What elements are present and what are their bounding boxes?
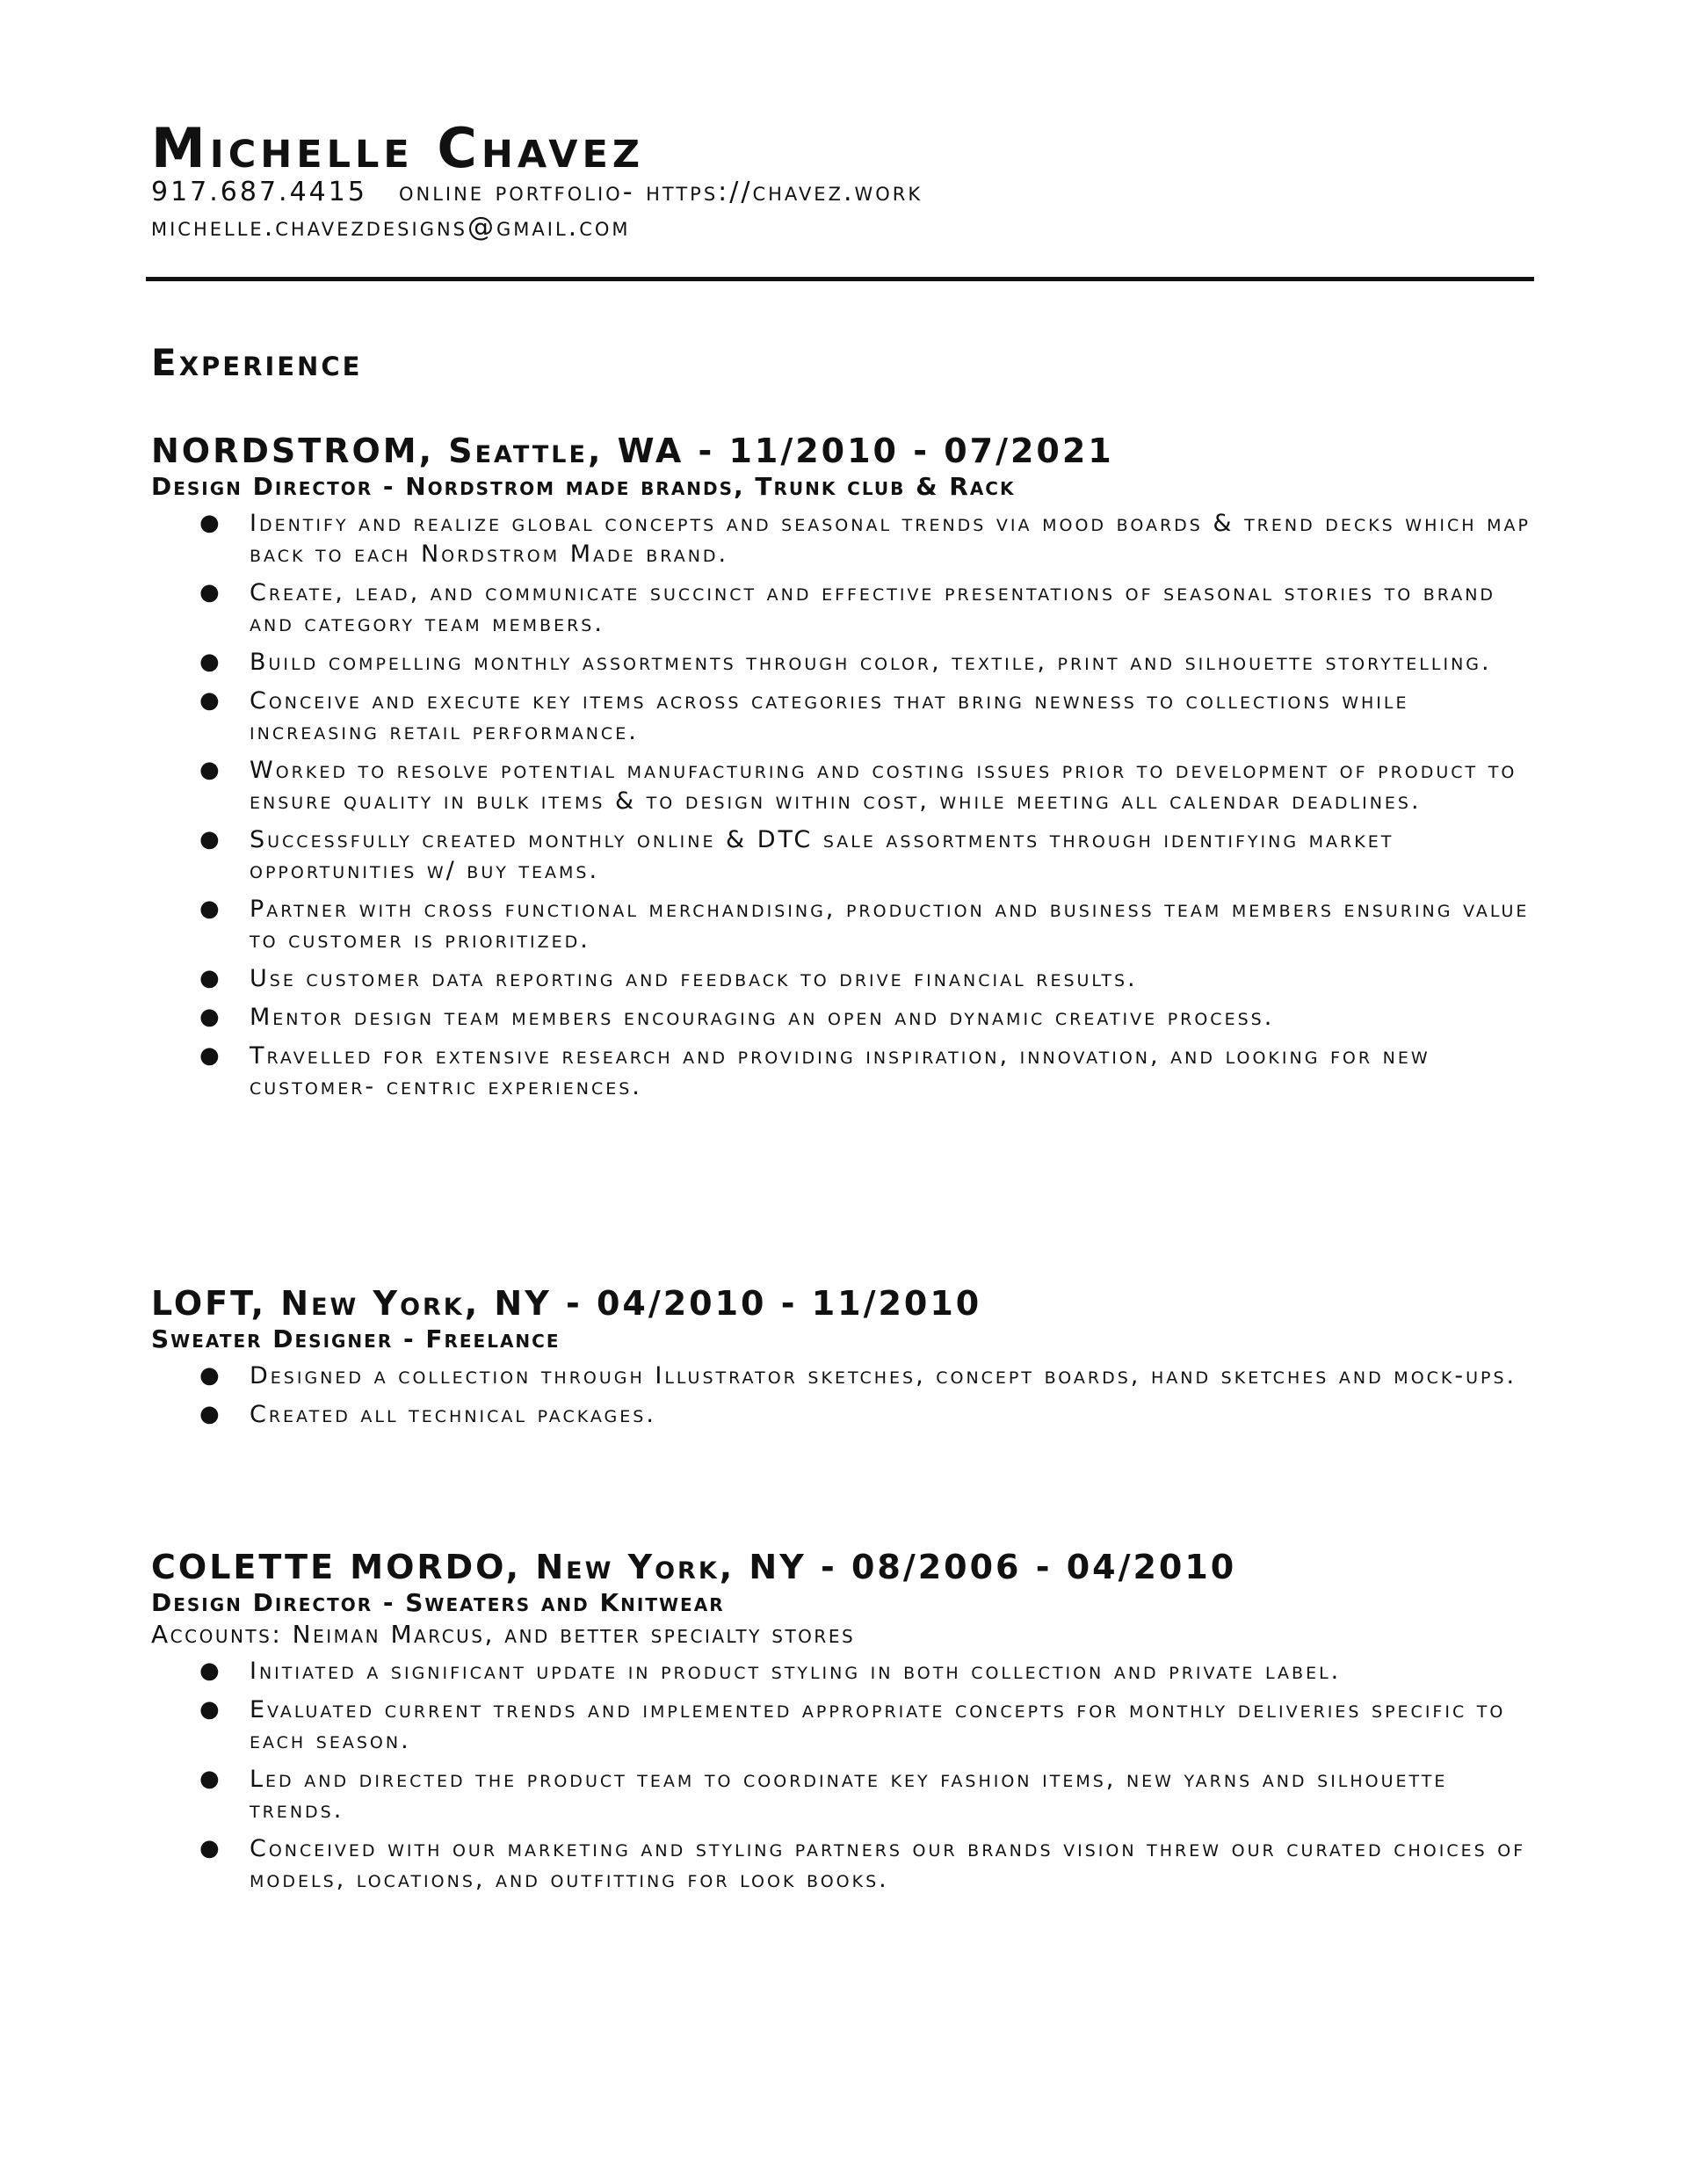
job-entry-loft: [151, 1283, 1539, 1438]
bullet-item: [151, 1041, 1539, 1102]
bullet-icon: ●: [199, 1658, 220, 1684]
job-role: Design Director - Nordstrom made brands, Trunk club & Rack: [151, 472, 1016, 501]
bullet-text: Created all technical packages.: [250, 1401, 656, 1428]
bullet-icon: ●: [199, 965, 220, 991]
bullet-item: [151, 1764, 1539, 1825]
bullet-item: [151, 1694, 1539, 1756]
bullet-text: Designed a collection through Illustrator sketches, concept boards, hand sketches and mock-ups.: [250, 1362, 1517, 1389]
bullet-icon: ●: [199, 1835, 220, 1861]
bullet-item: [151, 1002, 1539, 1033]
bullet-text: Evaluated current trends and implemented appropriate concepts for monthly deliveries specific to each season.: [250, 1696, 1506, 1754]
bullet-item: [151, 1656, 1539, 1687]
header-divider: [146, 277, 1534, 281]
bullet-text: Partner with cross functional merchandising, production and business team members ensuring value to customer is prioritized.: [250, 896, 1530, 954]
job-bullets: [151, 1656, 1539, 1895]
contact-line: [151, 179, 923, 206]
bullet-item: [151, 1399, 1539, 1430]
job-entry-nordstrom: [151, 431, 1539, 1110]
bullet-icon: ●: [199, 757, 220, 783]
job-title: LOFT, New York, NY - 04/2010 - 11/2010: [151, 1284, 982, 1323]
job-title: NORDSTROM, Seattle, WA - 11/2010 - 07/2021: [151, 432, 1114, 470]
bullet-text: Conceived with our marketing and styling partners our brands vision threw our curated choices of models, locations, and outfitting for look books.: [250, 1835, 1526, 1893]
bullet-text: Build compelling monthly assortments through color, textile, print and silhouette storytelling.: [250, 649, 1492, 676]
bullet-text: Worked to resolve potential manufacturing and costing issues prior to development of product to ensure quality in bulk items & to design within cost, while meeting all calendar deadlines.: [250, 757, 1517, 815]
job-role: Sweater Designer - Freelance: [151, 1324, 561, 1353]
bullet-item: [151, 894, 1539, 955]
email-line: [151, 214, 631, 241]
bullet-item: [151, 1833, 1539, 1895]
bullet-icon: ●: [199, 826, 220, 853]
bullet-item: [151, 577, 1539, 639]
bullet-item: [151, 508, 1539, 570]
job-accounts: Accounts: Neiman Marcus, and better specialty stores: [151, 1620, 856, 1649]
bullet-text: Use customer data reporting and feedback to drive financial results.: [250, 965, 1138, 992]
phone-number: 917.687.4415: [151, 177, 367, 207]
bullet-icon: ●: [199, 510, 220, 536]
candidate-name: Michelle Chavez: [151, 116, 645, 180]
bullet-icon: ●: [199, 1696, 220, 1723]
job-role: Design Director - Sweaters and Knitwear: [151, 1588, 725, 1617]
bullet-item: [151, 963, 1539, 994]
bullet-icon: ●: [199, 649, 220, 675]
bullet-text: Initiated a significant update in product styling in both collection and private label.: [250, 1658, 1342, 1685]
bullet-icon: ●: [199, 1401, 220, 1427]
section-heading-experience: Experience: [151, 341, 363, 384]
job-bullets: [151, 1360, 1539, 1430]
bullet-icon: ●: [199, 687, 220, 714]
bullet-text: Create, lead, and communicate succinct and effective presentations of seasonal stories to brand and category team members.: [250, 579, 1496, 637]
bullet-icon: ●: [199, 1042, 220, 1069]
job-title: COLETTE MORDO, New York, NY - 08/2006 - 04/2010: [151, 1548, 1237, 1586]
portfolio-link[interactable]: online portfolio- https://chavez.work: [398, 177, 923, 207]
bullet-text: Identify and realize global concepts and seasonal trends via mood boards & trend decks which map back to each Nordstrom Made brand.: [250, 510, 1531, 568]
bullet-text: Conceive and execute key items across categories that bring newness to collections while increasing retail performance.: [250, 687, 1409, 745]
job-bullets: [151, 508, 1539, 1102]
bullet-item: [151, 686, 1539, 747]
bullet-text: Successfully created monthly online & DTC sale assortments through identifying market opportunities w/ buy teams.: [250, 826, 1394, 884]
job-entry-colette-mordo: [151, 1547, 1539, 1903]
bullet-text: Led and directed the product team to coordinate key fashion items, new yarns and silhouette trends.: [250, 1766, 1448, 1824]
bullet-icon: ●: [199, 896, 220, 922]
bullet-icon: ●: [199, 579, 220, 606]
bullet-text: Travelled for extensive research and providing inspiration, innovation, and looking for new customer- centric experiences.: [250, 1042, 1430, 1100]
bullet-icon: ●: [199, 1362, 220, 1389]
email-address[interactable]: michelle.chavezdesigns@gmail.com: [151, 212, 631, 243]
bullet-item: [151, 647, 1539, 678]
bullet-item: [151, 824, 1539, 886]
bullet-item: [151, 1360, 1539, 1391]
bullet-item: [151, 755, 1539, 816]
bullet-text: Mentor design team members encouraging an open and dynamic creative process.: [250, 1004, 1275, 1031]
bullet-icon: ●: [199, 1766, 220, 1792]
bullet-icon: ●: [199, 1004, 220, 1030]
